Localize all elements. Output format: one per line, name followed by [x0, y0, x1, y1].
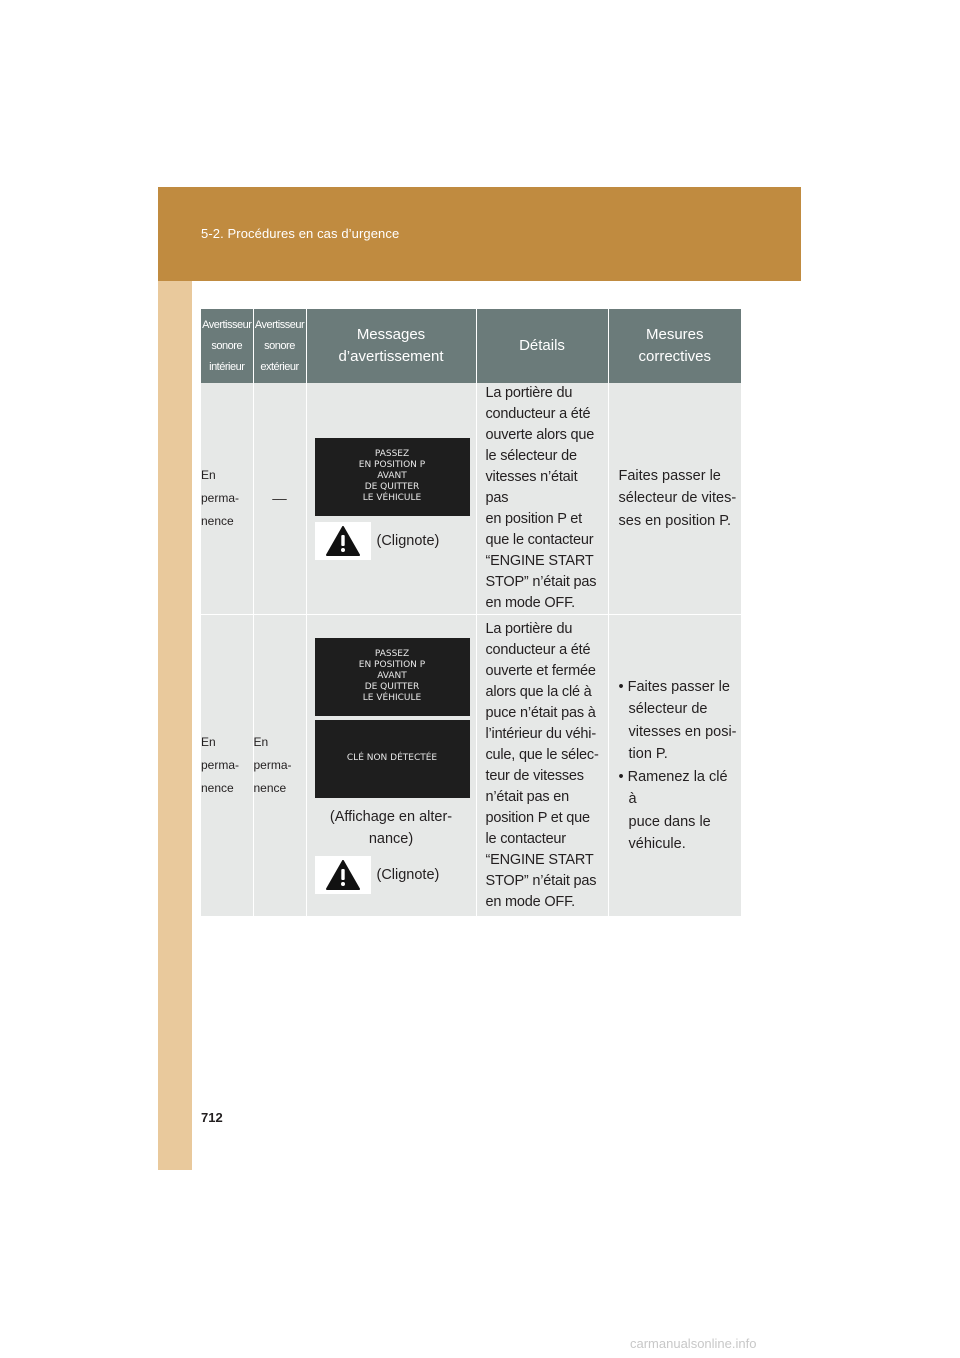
- header-text: extérieur: [260, 360, 299, 373]
- cell-text: sélecteur de vites-: [618, 490, 737, 507]
- cell-text: le sélecteur de: [485, 448, 577, 464]
- cell-text: sélecteur de: [628, 701, 708, 717]
- cell-text: teur de vitesses: [485, 767, 584, 784]
- warning-indicator: [315, 856, 476, 894]
- interior-buzzer-cell: [201, 615, 253, 917]
- header-text: correctives: [638, 348, 712, 365]
- cell-text: en position P et: [485, 511, 582, 527]
- list-item: [619, 766, 738, 856]
- cell-text: • Faites passer le: [618, 678, 730, 695]
- cell-text: “ENGINE START: [485, 851, 594, 868]
- display-screen: [315, 438, 470, 516]
- message-cell: [306, 383, 476, 615]
- header-text: Détails: [519, 337, 565, 354]
- exterior-buzzer-cell: [253, 615, 306, 917]
- cell-text: en mode OFF.: [485, 893, 575, 910]
- watermark: carmanualsonline.info: [630, 1336, 757, 1351]
- corrective-cell: [608, 615, 741, 917]
- cell-text: que le contacteur: [485, 532, 594, 548]
- cell-text: le contacteur: [485, 830, 566, 847]
- warning-triangle-icon: [315, 856, 371, 894]
- screen-line: DE QUITTER: [364, 682, 420, 692]
- display-screen: [315, 720, 470, 798]
- screen-line: LE VÉHICULE: [362, 693, 422, 703]
- cell-text: La portière du: [485, 385, 573, 401]
- cell-text: En: [201, 735, 216, 749]
- list-item: [619, 676, 738, 766]
- cell-text: perma-: [201, 491, 240, 505]
- cell-text: vitesses en posi-: [628, 723, 737, 740]
- alternate-label: [307, 806, 476, 850]
- interior-buzzer-cell: [201, 383, 253, 615]
- screen-line: PASSEZ: [374, 449, 410, 459]
- header-text: Avertisseur: [254, 318, 305, 331]
- table-header-row: [201, 309, 741, 383]
- cell-text: nence: [201, 514, 234, 528]
- cell-text: conducteur a été: [485, 641, 591, 658]
- cell-text: conducteur a été: [485, 406, 591, 422]
- cell-text: (Affichage en alter-: [329, 808, 453, 825]
- table-row: [201, 383, 741, 615]
- screen-line: CLÉ NON DÉTECTÉE: [346, 753, 438, 763]
- header-messages: [306, 309, 476, 383]
- cell-text: en mode OFF.: [485, 595, 575, 611]
- screen-line: PASSEZ: [374, 649, 410, 659]
- section-title: 5-2. Procédures en cas d’urgence: [201, 226, 400, 241]
- header-corrective: [608, 309, 741, 383]
- screen-line: EN POSITION P: [358, 660, 426, 670]
- header-text: Mesures: [645, 326, 704, 343]
- cell-text: n’était pas en: [485, 788, 569, 805]
- cell-text: ouverte et fermée: [485, 662, 596, 679]
- cell-text: nence: [201, 781, 234, 795]
- blink-label: (Clignote): [376, 532, 440, 549]
- header-text: sonore: [264, 339, 295, 352]
- cell-text: perma-: [253, 758, 292, 772]
- cell-text: position P et que: [485, 809, 590, 826]
- screen-line: AVANT: [377, 671, 407, 681]
- cell-text: “ENGINE START: [485, 553, 594, 569]
- header-text: intérieur: [209, 360, 245, 373]
- warning-table: [201, 309, 741, 917]
- cell-text: puce n’était pas à: [485, 704, 596, 721]
- details-cell: [476, 615, 608, 917]
- header-text: Messages: [356, 326, 426, 343]
- cell-text: tion P.: [628, 746, 668, 762]
- header-exterior-buzzer: [253, 309, 306, 383]
- cell-text: l’intérieur du véhi-: [485, 725, 596, 742]
- corrective-cell: [608, 383, 741, 615]
- cell-text: En: [201, 468, 216, 482]
- cell-text: puce dans le: [628, 813, 711, 830]
- cell-text: alors que la clé à: [485, 683, 592, 700]
- cell-text: perma-: [201, 758, 240, 772]
- cell-text: • Ramenez la clé à: [618, 768, 728, 807]
- cell-text: vitesses n’était pas: [485, 469, 578, 506]
- header-text: sonore: [211, 339, 243, 352]
- cell-text: véhicule.: [628, 836, 686, 852]
- table-row: [201, 615, 741, 917]
- cell-text: STOP” n’était pas: [485, 574, 597, 590]
- header-text: d’avertissement: [338, 348, 444, 365]
- cell-text: nance): [368, 830, 414, 847]
- cell-text: nence: [253, 781, 287, 795]
- display-screen: [315, 638, 470, 716]
- screen-line: EN POSITION P: [358, 460, 426, 470]
- screen-line: DE QUITTER: [364, 482, 420, 492]
- header-details: [476, 309, 608, 383]
- cell-text: La portière du: [485, 620, 573, 637]
- screen-line: AVANT: [377, 471, 407, 481]
- cell-text: Faites passer le: [618, 467, 721, 484]
- page-number: 712: [201, 1110, 223, 1125]
- blink-label: (Clignote): [376, 866, 440, 883]
- cell-text: En: [253, 735, 269, 749]
- header-interior-buzzer: [201, 309, 253, 383]
- message-cell: [306, 615, 476, 917]
- left-margin-band: [158, 187, 192, 1170]
- cell-text: ses en position P.: [618, 512, 732, 529]
- cell-text: ––: [272, 491, 287, 506]
- screen-line: LE VÉHICULE: [362, 493, 422, 503]
- details-cell: [476, 383, 608, 615]
- cell-text: cule, que le sélec-: [485, 746, 599, 763]
- cell-text: ouverte alors que: [485, 427, 595, 443]
- warning-triangle-icon: [315, 522, 371, 560]
- exterior-buzzer-cell: [253, 383, 306, 615]
- warning-indicator: [315, 522, 476, 560]
- header-text: Avertisseur: [202, 318, 252, 331]
- cell-text: STOP” n’était pas: [485, 872, 597, 889]
